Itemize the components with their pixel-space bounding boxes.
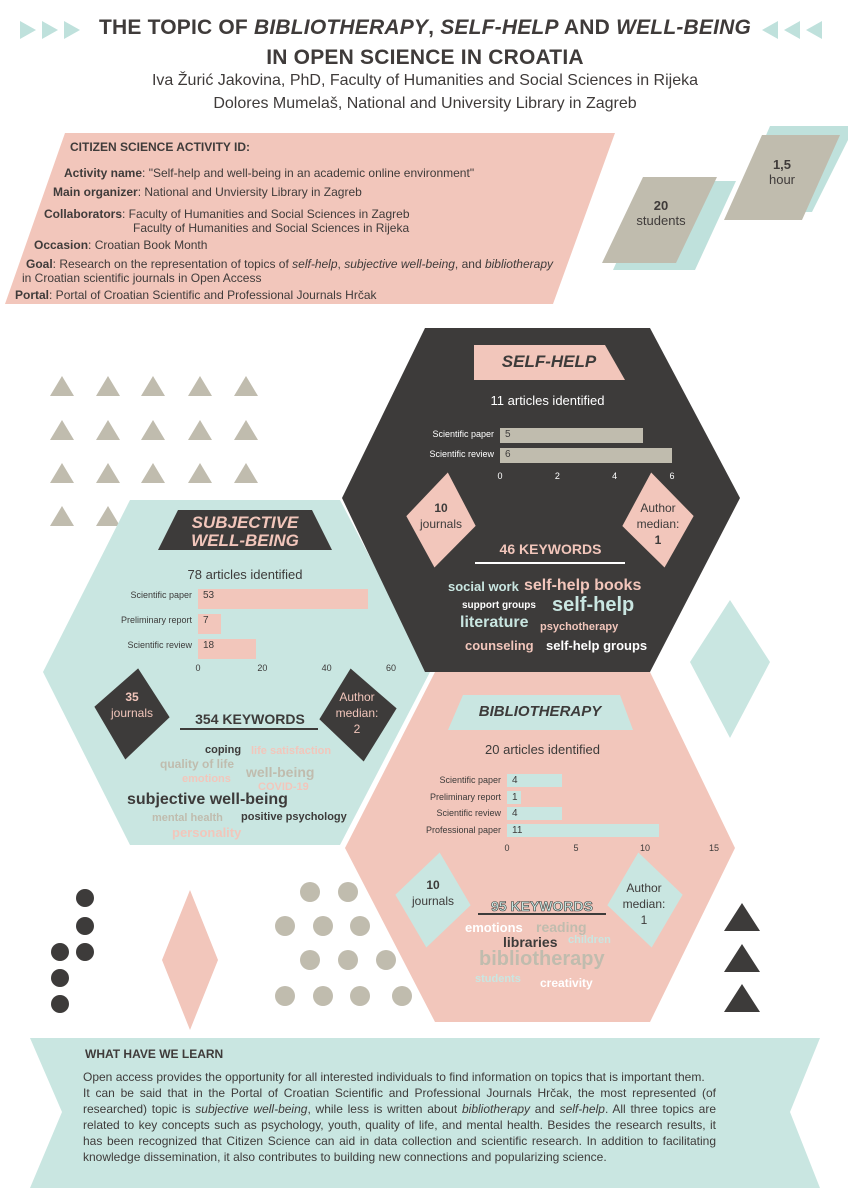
biblio-median bbox=[611, 880, 677, 928]
swb-keyword: subjective well-being bbox=[127, 791, 288, 808]
students-stat bbox=[623, 198, 699, 228]
bar bbox=[500, 448, 672, 463]
bar bbox=[198, 589, 368, 609]
bar-category-label: Preliminary report bbox=[429, 791, 501, 802]
biblio-keyword: creativity bbox=[540, 976, 593, 990]
axis-tick-label: 15 bbox=[708, 843, 719, 853]
label: Activity name bbox=[64, 166, 143, 180]
value: subjective well-being bbox=[344, 257, 455, 271]
biblio-keyword: children bbox=[568, 934, 611, 946]
title-part: THE TOPIC OF bbox=[98, 16, 254, 39]
author-2: Dolores Mumelaš, National and University Library in Zagreb bbox=[213, 95, 637, 112]
hour-stat bbox=[744, 157, 820, 187]
journals-label: journals bbox=[411, 894, 455, 908]
axis-tick-label: 10 bbox=[639, 843, 650, 853]
learn-emphasis: self-help bbox=[559, 1102, 605, 1116]
median-value: 1 bbox=[654, 533, 662, 547]
students-number: 20 bbox=[653, 198, 669, 213]
activity-heading: CITIZEN SCIENCE ACTIVITY ID: bbox=[70, 140, 251, 154]
selfhelp-median bbox=[625, 500, 691, 548]
selfhelp-articles: 11 articles identified bbox=[490, 393, 605, 408]
swb-keyword: mental health bbox=[152, 812, 223, 824]
biblio-keyword: libraries bbox=[503, 934, 558, 950]
axis-tick-label: 40 bbox=[321, 663, 332, 673]
label: Occasion bbox=[34, 238, 89, 252]
page-title-line2: IN OPEN SCIENCE IN CROATIA bbox=[266, 46, 584, 69]
biblio-keyword: reading bbox=[536, 919, 587, 935]
activity-name bbox=[64, 166, 474, 180]
pink-diamond bbox=[162, 890, 218, 1030]
mint-diamond bbox=[690, 600, 770, 738]
bar bbox=[507, 824, 659, 837]
biblio-title: BIBLIOTHERAPY bbox=[478, 703, 602, 720]
swb-keyword: COVID-19 bbox=[258, 781, 309, 793]
activity-portal bbox=[15, 288, 377, 302]
hour-label: hour bbox=[768, 172, 796, 187]
axis-tick-label: 5 bbox=[573, 843, 579, 853]
journals-number: 10 bbox=[434, 501, 448, 515]
label: Goal bbox=[26, 257, 53, 271]
biblio-keyword: bibliotherapy bbox=[479, 948, 605, 970]
selfhelp-keyword: support groups bbox=[462, 600, 536, 611]
value: : Research on the representation of topics of bbox=[52, 257, 293, 271]
bar bbox=[198, 614, 221, 634]
swb-journals bbox=[101, 689, 163, 721]
median-value: 1 bbox=[640, 913, 648, 927]
label: Collaborators bbox=[44, 207, 123, 221]
bar bbox=[500, 428, 643, 443]
swb-title-line: SUBJECTIVE bbox=[191, 513, 299, 532]
swb-keyword: life satisfaction bbox=[251, 745, 332, 757]
axis-tick-label: 6 bbox=[669, 471, 675, 481]
bar-category-label: Professional paper bbox=[425, 824, 501, 835]
swb-keyword: positive psychology bbox=[241, 811, 347, 823]
students-label: students bbox=[636, 213, 686, 228]
bar-value-label: 7 bbox=[203, 615, 209, 626]
selfhelp-keyword: counseling bbox=[465, 638, 534, 653]
value: : "Self-help and well-being in an academic online environment" bbox=[142, 166, 475, 180]
learn-paragraph: and bbox=[530, 1102, 560, 1116]
bar-category-label: Scientific review bbox=[436, 808, 501, 818]
median-label: median: bbox=[622, 897, 666, 911]
selfhelp-keywords-head: 46 KEYWORDS bbox=[499, 541, 602, 557]
title-part: , bbox=[428, 16, 441, 39]
swb-median bbox=[324, 689, 390, 737]
page-title bbox=[70, 16, 780, 40]
bar-value-label: 4 bbox=[512, 775, 518, 786]
learn-paragraph: Open access provides the opportunity for all interested individuals to find information on topics that is important them. bbox=[83, 1070, 705, 1084]
median-value: 2 bbox=[353, 722, 361, 736]
bar-value-label: 4 bbox=[512, 808, 518, 819]
activity-occasion bbox=[34, 238, 207, 252]
swb-title bbox=[170, 514, 320, 550]
bar-category-label: Scientific review bbox=[127, 640, 192, 650]
axis-tick-label: 2 bbox=[554, 471, 560, 481]
label: Portal bbox=[15, 288, 50, 302]
axis-tick-label: 60 bbox=[385, 663, 396, 673]
value: , bbox=[337, 257, 345, 271]
median-label: median: bbox=[636, 517, 680, 531]
biblio-articles: 20 articles identified bbox=[485, 742, 600, 757]
learn-paragraph: It can be said that in the Portal of Croatian Scientific and Professional Journals Hrčak, the most represented (of researched) topic is bbox=[83, 1086, 716, 1116]
swb-keyword: personality bbox=[172, 825, 242, 840]
learn-text bbox=[83, 1069, 716, 1165]
journals-label: journals bbox=[110, 706, 154, 720]
learn-paragraph: . All three topics are related to key concepts such as psychology, youth, quality of life, and mental health. Besides the research results, it has been recognized that Citizen Science can aid in data collection and scientific research. In addition to facilitating knowledge dissemination, it also contributes to building new connections and popularizing science. bbox=[83, 1102, 716, 1164]
bar-value-label: 6 bbox=[505, 449, 511, 460]
dark-dots bbox=[51, 889, 94, 1013]
activity-collaborators-2: Faculty of Humanities and Social Sciences in Rijeka bbox=[133, 221, 410, 235]
swb-keyword: coping bbox=[205, 744, 242, 756]
swb-articles: 78 articles identified bbox=[187, 567, 303, 582]
journals-label: journals bbox=[419, 517, 463, 531]
median-label: Author bbox=[339, 690, 375, 704]
title-part: AND bbox=[558, 16, 617, 39]
axis-tick-label: 0 bbox=[504, 843, 510, 853]
bar-value-label: 1 bbox=[512, 791, 518, 803]
axis-tick-label: 0 bbox=[497, 471, 503, 481]
biblio-keyword: students bbox=[475, 973, 521, 985]
journals-number: 10 bbox=[426, 878, 440, 892]
activity-goal bbox=[26, 257, 553, 271]
axis-tick-label: 0 bbox=[195, 663, 201, 673]
hour-number: 1,5 bbox=[772, 157, 792, 172]
label: Main organizer bbox=[53, 185, 138, 199]
dark-triangles bbox=[724, 903, 760, 1012]
bar-value-label: 53 bbox=[203, 590, 215, 601]
value: : Faculty of Humanities and Social Sciences in Zagreb bbox=[122, 207, 410, 221]
bar-category-label: Scientific paper bbox=[432, 429, 494, 439]
bar-category-label: Scientific review bbox=[429, 449, 494, 459]
activity-organizer bbox=[53, 185, 362, 199]
median-label: median: bbox=[335, 706, 379, 720]
swb-keywords-head: 354 KEYWORDS bbox=[195, 711, 305, 727]
bar-value-label: 11 bbox=[512, 824, 523, 836]
axis-tick-label: 20 bbox=[257, 663, 268, 673]
biblio-keywords-head: 95 KEYWORDS bbox=[491, 898, 593, 914]
value: : Croatian Book Month bbox=[88, 238, 208, 252]
selfhelp-keyword: social work bbox=[448, 579, 519, 594]
selfhelp-keyword: psychotherapy bbox=[540, 621, 619, 633]
author-1: Iva Žurić Jakovina, PhD, Faculty of Humanities and Social Sciences in Rijeka bbox=[151, 72, 698, 89]
journals-number: 35 bbox=[125, 690, 139, 704]
learn-emphasis: subjective well-being bbox=[195, 1102, 308, 1116]
value: self-help bbox=[292, 257, 338, 271]
swb-keyword: well-being bbox=[246, 764, 315, 780]
selfhelp-keyword: self-help books bbox=[524, 577, 642, 594]
bar-value-label: 18 bbox=[203, 640, 215, 651]
learn-paragraph: , while less is written about bbox=[307, 1102, 462, 1116]
median-label: Author bbox=[626, 881, 662, 895]
biblio-keyword: emotions bbox=[465, 920, 523, 935]
title-part: BIBLIOTHERAPY bbox=[254, 16, 429, 39]
selfhelp-keyword: literature bbox=[460, 614, 529, 631]
bar-value-label: 5 bbox=[505, 429, 511, 440]
selfhelp-title: SELF-HELP bbox=[501, 352, 597, 371]
bar-category-label: Preliminary report bbox=[120, 615, 192, 625]
median-label: Author bbox=[640, 501, 676, 515]
selfhelp-journals bbox=[410, 500, 472, 532]
selfhelp-keyword: self-help groups bbox=[546, 638, 648, 653]
value: : National and Unviersity Library in Zagreb bbox=[137, 185, 362, 199]
swb-keyword: quality of life bbox=[160, 757, 235, 771]
activity-collaborators bbox=[44, 207, 410, 221]
value: : Portal of Croatian Scientific and Professional Journals Hrčak bbox=[49, 288, 377, 302]
axis-tick-label: 4 bbox=[612, 471, 618, 481]
swb-keyword: emotions bbox=[182, 773, 231, 785]
swb-title-line: WELL-BEING bbox=[191, 531, 299, 550]
bar-category-label: Scientific paper bbox=[130, 590, 192, 600]
value: , and bbox=[454, 257, 485, 271]
value: bibliotherapy bbox=[484, 257, 553, 271]
learn-emphasis: bibliotherapy bbox=[462, 1102, 531, 1116]
learn-heading: WHAT HAVE WE LEARN bbox=[85, 1047, 224, 1061]
biblio-journals bbox=[402, 877, 464, 909]
selfhelp-keyword: self-help bbox=[552, 594, 635, 616]
title-part: SELF-HELP bbox=[440, 16, 559, 39]
bar-category-label: Scientific paper bbox=[439, 775, 501, 785]
activity-goal-2: in Croatian scientific journals in Open Access bbox=[22, 271, 262, 285]
title-part: WELL-BEING bbox=[616, 16, 752, 39]
